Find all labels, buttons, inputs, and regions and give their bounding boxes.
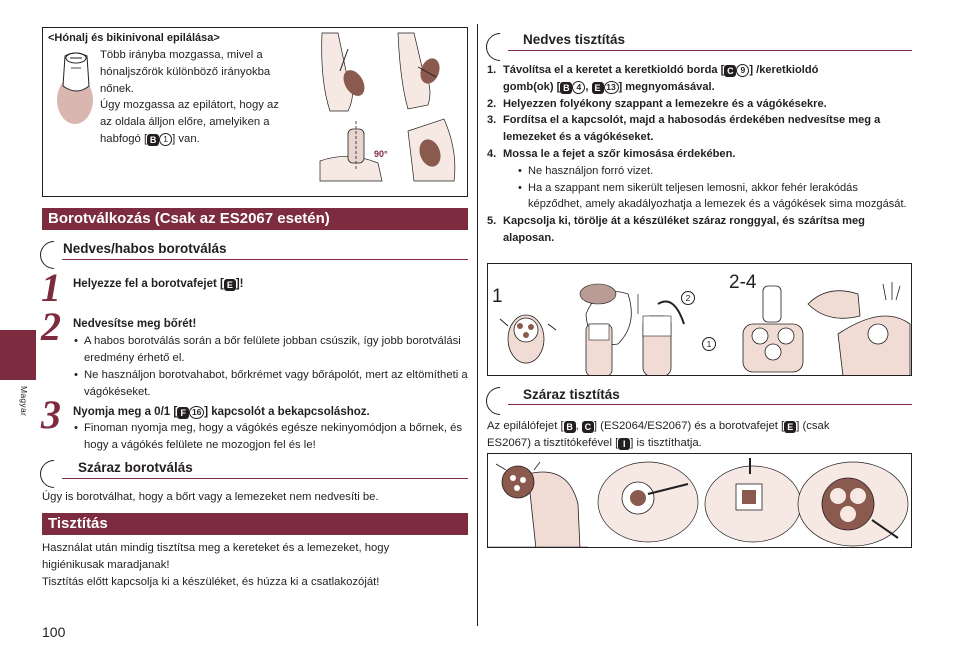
cleaning-line: Tisztítás előtt kapcsolja ki a készüléket, és húzza ki a csatlakozóját! bbox=[42, 575, 380, 588]
armpit-illustration bbox=[318, 31, 466, 191]
list-item: • Ha a szappant nem sikerült teljesen lemosni, akkor fehér lerakódás képződhet, amely akadályozhatja a lemezek és a vágókések sima mozgását. bbox=[517, 180, 915, 214]
armpit-line-2: hónaljszőrök különböző irányokba bbox=[100, 65, 271, 78]
step-2-number: 2 bbox=[41, 304, 61, 349]
armpit-line-4: Úgy mozgassa az epilátort, hogy az bbox=[100, 99, 279, 112]
step-3-text: Nyomja meg a 0/1 [ F 16 ] kapcsolót a bekapcsoláshoz. bbox=[73, 406, 370, 418]
list-item: • Finoman nyomja meg, hogy a vágókés egésze nekinyomódjon a bőrnek, és hogy a vágókés felülete ne mozogjon fel és le! bbox=[73, 420, 468, 454]
part-number-icon: 13 bbox=[604, 81, 619, 94]
list-item: • A habos borotválás során a bőr felülete jobban csúszik, így jobb borotválási eredmény érhető el. bbox=[73, 333, 468, 367]
angle-label: 90° bbox=[374, 149, 388, 159]
dry-shaving-title: Száraz borotválás bbox=[78, 460, 193, 475]
wet-cleaning-illustration bbox=[488, 264, 912, 376]
armpit-epilation-box bbox=[42, 27, 468, 197]
wet-cleaning-step-5: 5. Kapcsolja ki, törölje át a készüléket száraz ronggyal, és szárítsa meg alaposan. bbox=[487, 215, 865, 244]
part-c-icon: C bbox=[582, 421, 594, 433]
wet-cleaning-steps bbox=[487, 62, 915, 247]
part-i-icon: I bbox=[618, 438, 630, 450]
part-b-icon: B bbox=[564, 421, 576, 433]
dry-cleaning-figure bbox=[487, 453, 912, 548]
armpit-line-1: Több irányba mozgassa, mivel a bbox=[100, 49, 263, 61]
step-3-number: 3 bbox=[41, 392, 61, 437]
part-number-icon: 16 bbox=[189, 406, 204, 419]
wet-cleaning-step-1: 1. Távolítsa el a keretet a keretkioldó borda [ C 9 ] /keretkioldó gomb(ok) [ B 4 , E 13 ] megnyomásával. bbox=[487, 64, 819, 93]
section-bullet-icon bbox=[480, 27, 520, 67]
step-1-text: Helyezze fel a borotvafejet [ E ]! bbox=[73, 278, 244, 290]
step-2-bullets bbox=[73, 333, 468, 401]
dry-cleaning-line-2: ES2067) a tisztítókefével [ I ] is tisztíthatja. bbox=[487, 437, 702, 449]
part-e-icon: E bbox=[224, 279, 236, 291]
wet-cleaning-step-3: 3. Fordítsa el a kapcsolót, majd a habosodás érdekében nedvesítse meg a lemezeket és a vágókéseket. bbox=[487, 114, 881, 144]
armpit-box-text bbox=[100, 47, 315, 148]
part-c-icon: C bbox=[724, 65, 736, 77]
language-label: Magyar bbox=[19, 386, 29, 417]
column-divider bbox=[477, 24, 478, 626]
part-e-icon: E bbox=[784, 421, 796, 433]
wet-cleaning-figure bbox=[487, 263, 912, 376]
step-4-bullets bbox=[517, 163, 915, 213]
dry-cleaning-line-1: Az epilálófejet [ B , C ] (ES2064/ES2067) és a borotvafejet [ E ] (csak bbox=[487, 420, 830, 432]
part-b-icon: B bbox=[147, 134, 159, 146]
shaving-section-header: Borotválkozás (Csak az ES2067 esetén) bbox=[42, 208, 468, 230]
wet-cleaning-step-2: 2. Helyezzen folyékony szappant a lemezekre és a vágókésekre. bbox=[487, 97, 827, 110]
cleaning-line: Használat után mindig tisztítsa meg a kereteket és a lemezeket, hogy bbox=[42, 542, 390, 554]
dry-shaving-text: Úgy is borotválhat, hogy a bőrt vagy a lemezeket nem nedvesíti be. bbox=[42, 491, 379, 503]
dry-cleaning-underline bbox=[508, 404, 912, 405]
part-f-icon: F bbox=[177, 407, 189, 419]
wet-shaving-underline bbox=[62, 259, 468, 260]
dry-shaving-underline bbox=[62, 478, 468, 479]
dry-cleaning-text bbox=[487, 418, 915, 452]
figure-label-2-4: 2-4 bbox=[729, 272, 757, 293]
dry-cleaning-illustration bbox=[488, 454, 912, 548]
part-e-icon: E bbox=[592, 82, 604, 94]
step-1-number: 1 bbox=[41, 265, 61, 310]
language-side-tab bbox=[0, 330, 36, 380]
figure-label-1: 1 bbox=[492, 286, 503, 307]
part-b-icon: B bbox=[560, 82, 572, 94]
cleaning-text bbox=[42, 540, 468, 590]
dry-cleaning-title: Száraz tisztítás bbox=[523, 387, 620, 402]
wet-cleaning-step-4: 4. Mossa le a fejet a szőr kimosása érdekében. • Ne használjon forró vizet. • Ha a szappant nem sikerült teljesen lemosni, akkor fehér lerakódás képződhet, amely akadályozhatja a lemezek és a vágókések sima mozgását. bbox=[487, 146, 915, 213]
page-number: 100 bbox=[42, 624, 66, 640]
part-number-icon: 4 bbox=[572, 81, 585, 94]
step-3-bullets bbox=[73, 420, 468, 454]
part-number-icon: 1 bbox=[159, 133, 172, 146]
wet-cleaning-title: Nedves tisztítás bbox=[523, 32, 626, 47]
cleaning-line: higiénikusak maradjanak! bbox=[42, 558, 170, 571]
armpit-box-title: <Hónalj és bikinivonal epilálása> bbox=[48, 32, 220, 44]
section-bullet-icon bbox=[480, 381, 520, 421]
figure-callout-1: 1 bbox=[702, 337, 716, 351]
figure-callout-2: 2 bbox=[681, 291, 695, 305]
step-2-title: Nedvesítse meg bőrét! bbox=[73, 318, 197, 330]
list-item: • Ne használjon forró vizet. bbox=[517, 163, 915, 180]
list-item: • Ne használjon borotvahabot, bőrkrémet vagy bőrápolót, mert az eltömítheti a vágókéseket. bbox=[73, 367, 468, 401]
wet-cleaning-underline bbox=[508, 50, 912, 51]
armpit-line-3: nőnek. bbox=[100, 82, 134, 95]
armpit-line-5: az oldala álljon előre, amelyiken a bbox=[100, 116, 270, 129]
wet-shaving-title: Nedves/habos borotválás bbox=[63, 241, 227, 256]
armpit-line-6: habfogó [ B 1 ] van. bbox=[100, 132, 200, 145]
part-number-icon: 9 bbox=[736, 64, 749, 77]
epilator-icon bbox=[51, 46, 103, 128]
section-bullet-icon bbox=[34, 454, 74, 494]
cleaning-section-header: Tisztítás bbox=[42, 513, 468, 535]
